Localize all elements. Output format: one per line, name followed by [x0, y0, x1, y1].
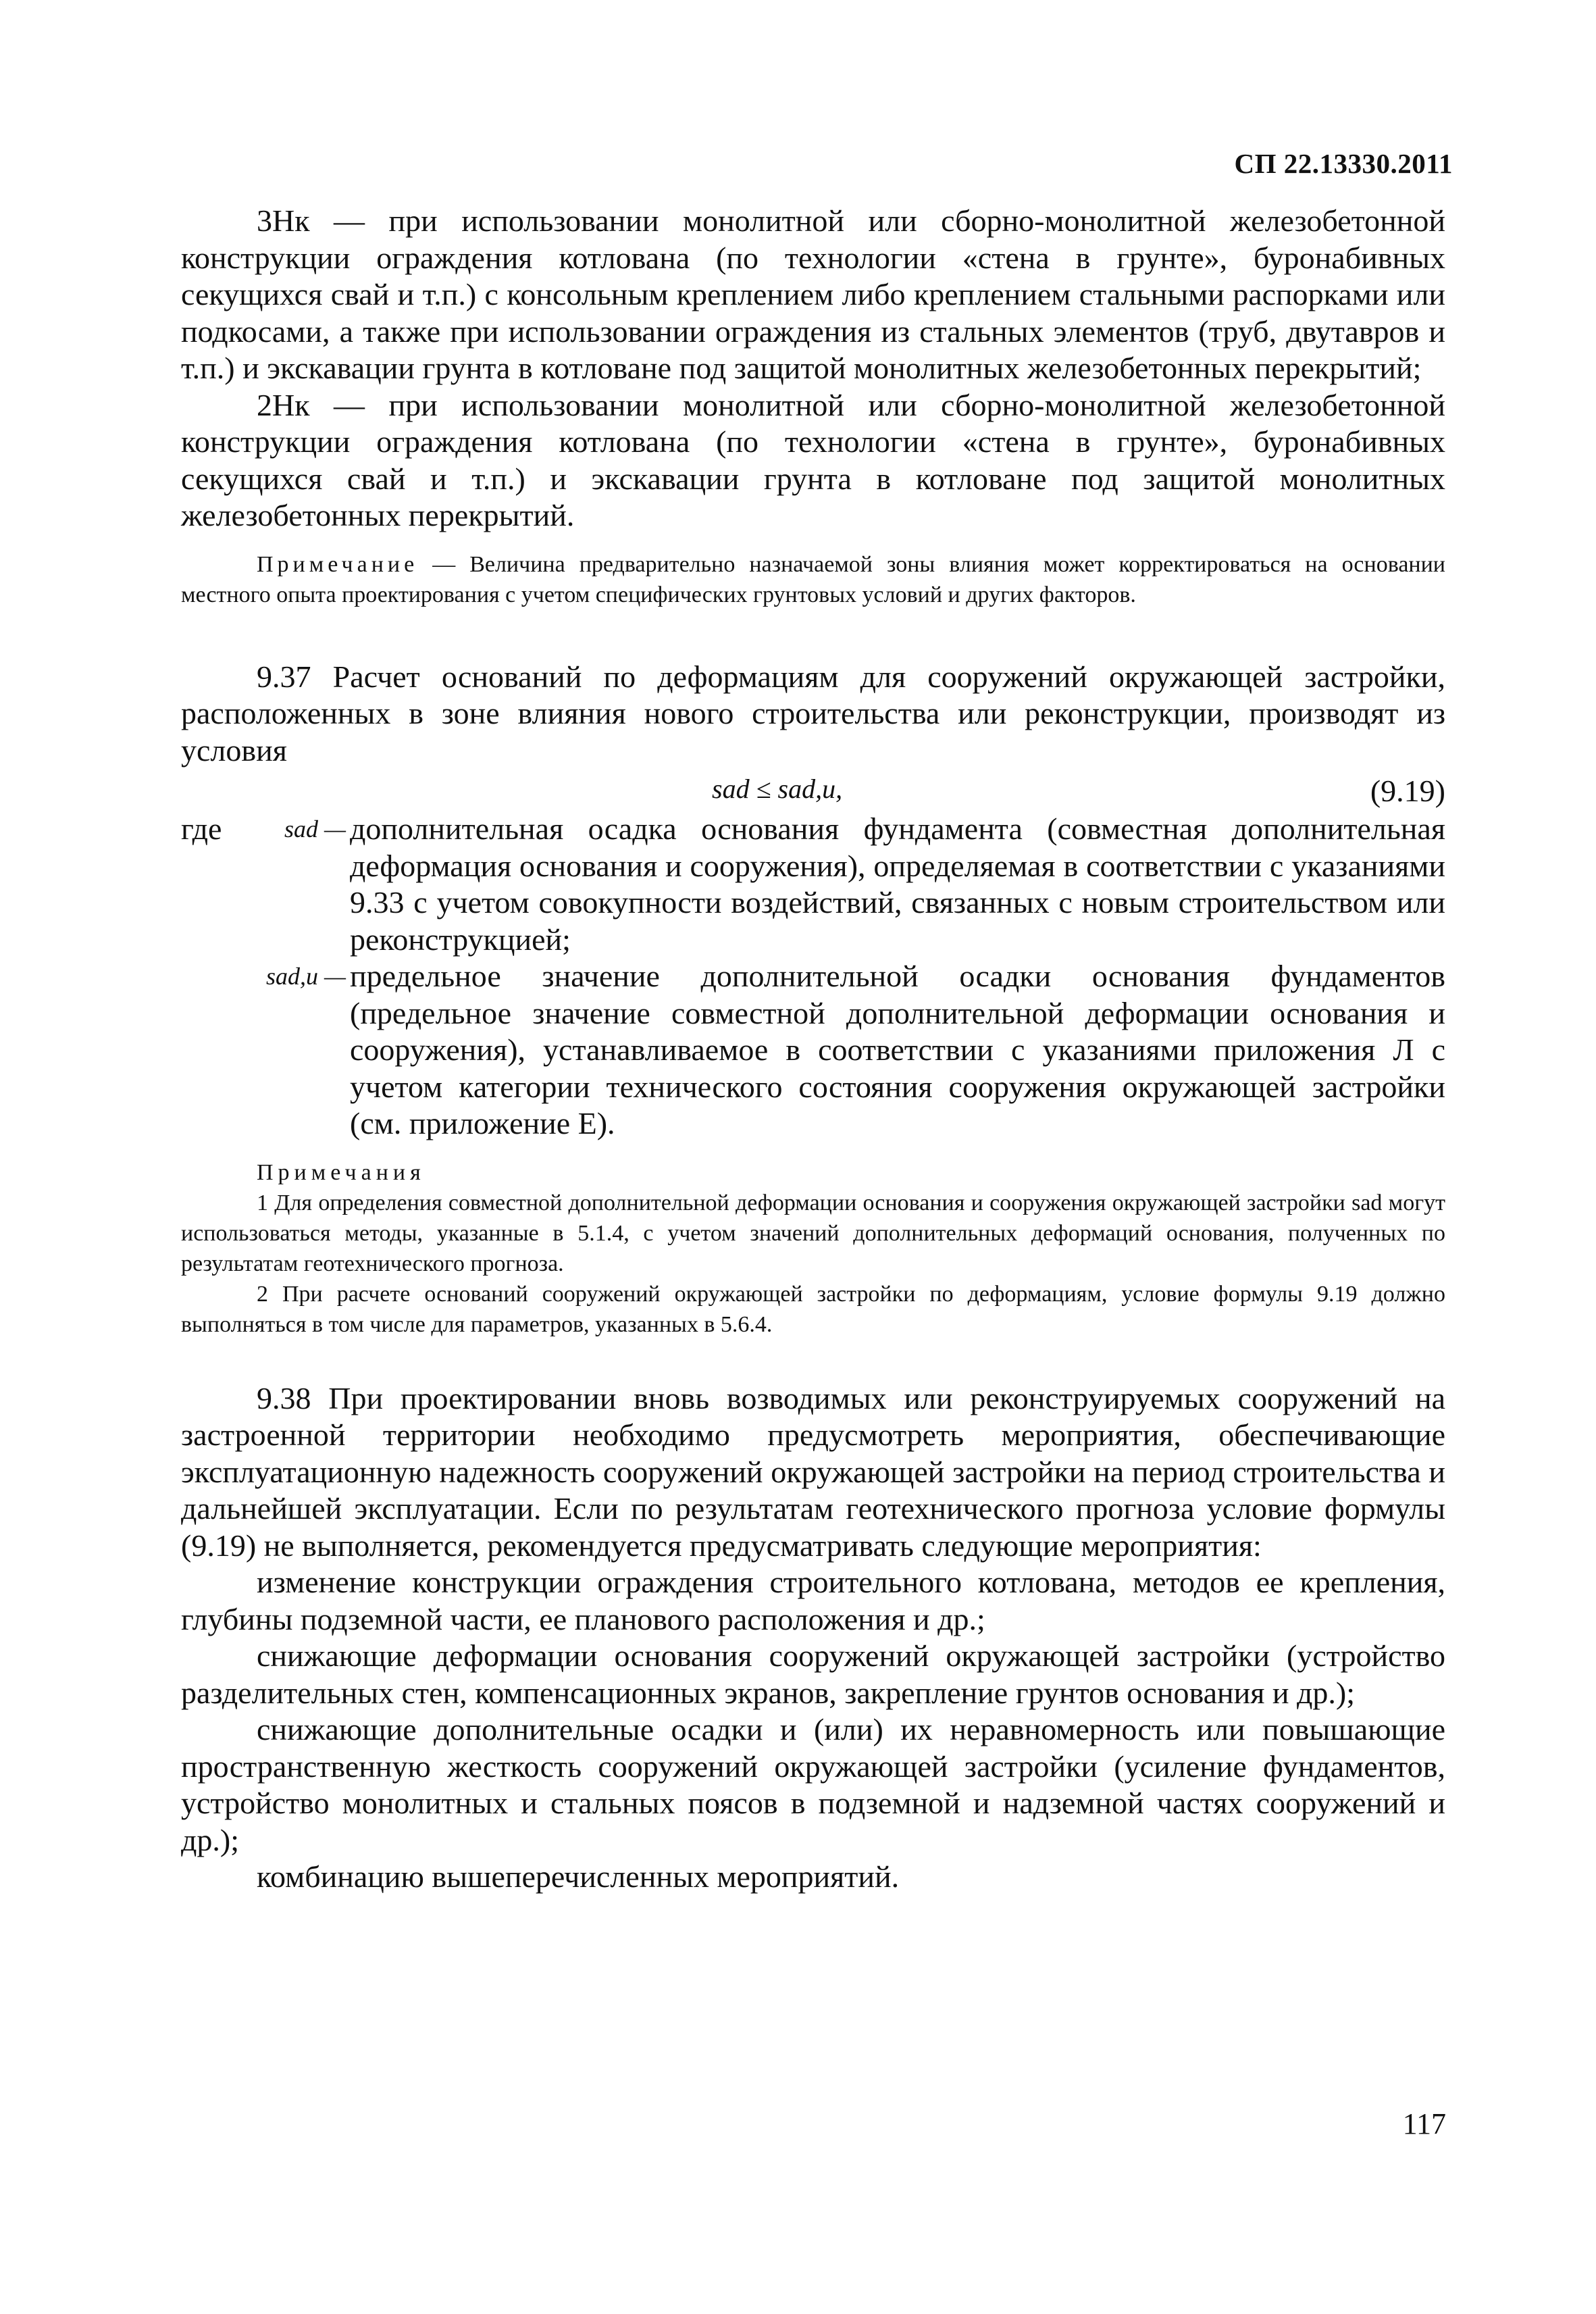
- paragraph-2hk: 2Hк — при использовании монолитной или сборно-монолитной железобетонной конструкции ограждения котлована (по технологии «стена в грунте», буронабивных секущихся свай и т.п.) и экскавации грунта в котловане под защитой монолитных железобетонных перекрытий.: [181, 387, 1445, 532]
- definition-symbol: sad —: [284, 815, 346, 842]
- definitions-list: [181, 811, 1445, 1142]
- list-item: комбинацию вышеперечисленных мероприятий.: [257, 1859, 900, 1894]
- page-number: 117: [1402, 2107, 1446, 2140]
- paragraph-9-37: 9.37 Расчет оснований по деформациям для сооружений окружающей застройки, расположенных в зоне влияния нового строительства или реконструкции, производят из условия: [181, 659, 1445, 768]
- formula-9-19: [181, 773, 1445, 811]
- paragraph-3hk: 3Hк — при использовании монолитной или сборно-монолитной железобетонной конструкции ограждения котлована (по технологии «стена в грунте», буронабивных секущихся свай и т.п.) с консольным креплением либо креплением стальными распорками или подкосами, а также при использовании ограждения из стальных элементов (труб, двутавров и т.п.) и экскавации грунта в котловане под защитой монолитных железобетонных перекрытий;: [181, 203, 1445, 385]
- note-text: — Величина предварительно назначаемой зоны влияния может корректироваться на основании местного опыта проектирования с учетом специфических грунтовых условий и других факторов.: [181, 551, 1445, 607]
- paragraph-9-38: 9.38 При проектировании вновь возводимых или реконструируемых сооружений на застроенной территории необходимо предусмотреть мероприятия, обеспечивающие эксплуатационную надежность сооружений окружающей застройки на период строительства и дальнейшей эксплуатации. Если по результатам геотехнического прогноза условие формулы (9.19) не выполняется, рекомендуется предусматривать следующие мероприятия:: [181, 1380, 1445, 1563]
- note-item-2: 2 При расчете оснований сооружений окружающей застройки по деформациям, условие формулы 9.19 должно выполняться в том числе для параметров, указанных в 5.6.4.: [181, 1281, 1445, 1337]
- definition-text: предельное значение дополнительной осадки основания фундаментов (предельное значение совместной дополнительной деформации основания и сооружения), устанавливаемое в соответствии с указаниями приложения Л с учетом категории технического состояния сооружения окружающей застройки (см. приложение Е).: [350, 959, 1445, 1140]
- formula-number: (9.19): [1370, 774, 1445, 808]
- note-item-1: 1 Для определения совместной дополнительной деформации основания и сооружения окружающей застройки sad могут использоваться методы, указанные в 5.1.4, с учетом значений дополнительных деформаций основания, полученных по результатам геотехнического прогноза.: [181, 1190, 1445, 1276]
- notes-heading: Примечания: [257, 1159, 426, 1185]
- note-label: Примечание: [257, 551, 419, 577]
- definition-sadu: [181, 958, 1445, 1142]
- definition-text: дополнительная осадка основания фундамента (совместная дополнительная деформация основания и сооружения), определяемая в соответствии с указаниями 9.33 с учетом совокупности воздействий, связанных с новым строительством или реконструкцией;: [350, 811, 1445, 957]
- list-item: снижающие дополнительные осадки и (или) их неравномерность или повышающие пространственную жесткость сооружений окружающей застройки (усиление фундаментов, устройство монолитных и стальных поясов в подземной и надземной частях сооружений и др.);: [181, 1712, 1445, 1857]
- document-code: СП 22.13330.2011: [1234, 148, 1453, 179]
- where-label: где: [181, 811, 222, 846]
- definition-sad: [181, 811, 1445, 958]
- list-item: снижающие деформации основания сооружений окружающей застройки (устройство разделительных стен, компенсационных экранов, закрепление грунтов основания и др.);: [181, 1638, 1445, 1710]
- document-body: [181, 203, 1445, 1896]
- list-item: изменение конструкции ограждения строительного котлована, методов ее крепления, глубины подземной части, ее планового расположения и др.;: [181, 1565, 1445, 1636]
- formula-expression: sad ≤ sad,u,: [712, 774, 843, 804]
- note-zone-influence: [181, 549, 1445, 610]
- definition-symbol: sad,u —: [265, 963, 346, 990]
